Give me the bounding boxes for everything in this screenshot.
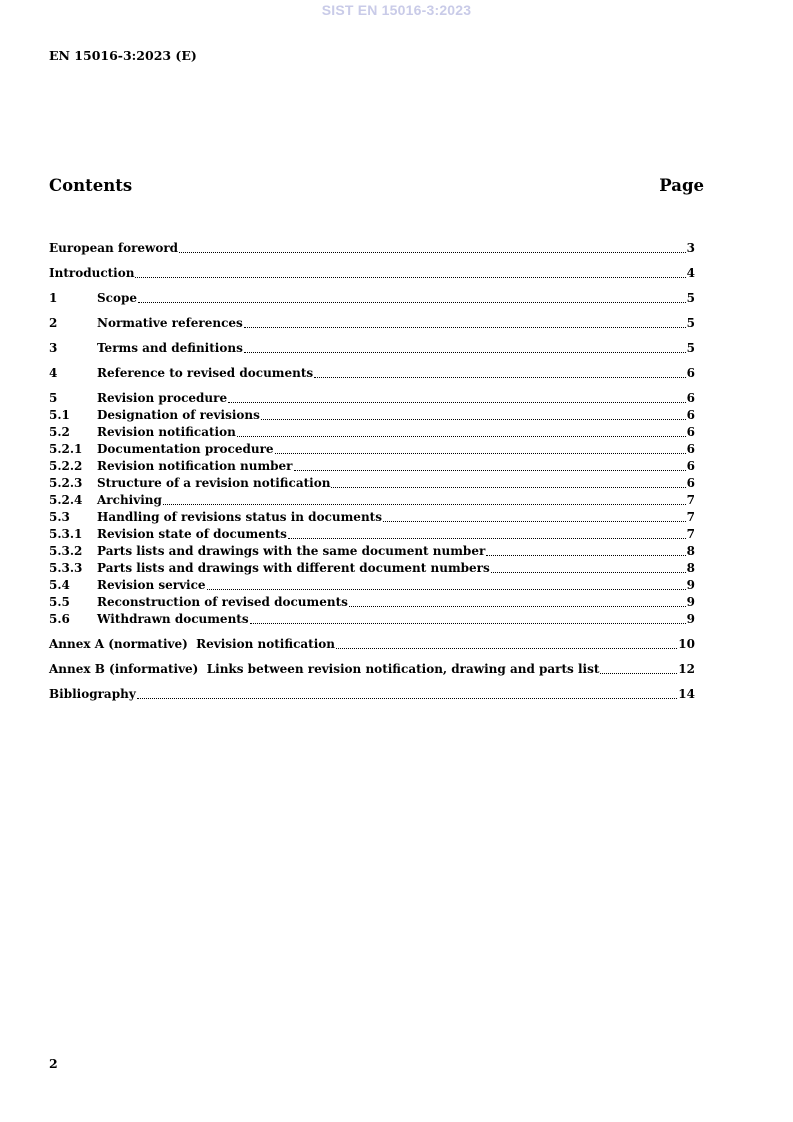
toc-entry-number: 2 — [49, 316, 58, 330]
contents-title: Contents — [49, 176, 133, 195]
toc-entry-title: Handling of revisions status in documents — [97, 510, 382, 524]
toc-entry-title: Parts lists and drawings with different document numbers — [97, 561, 490, 575]
toc-entry-number: 5.1 — [49, 408, 70, 422]
toc-entry-page: 6 — [686, 459, 695, 473]
page-number: 2 — [49, 1056, 58, 1071]
toc-entry-number: 5 — [49, 391, 58, 405]
toc-entry-page: 3 — [686, 241, 695, 255]
toc-entry-title: Normative references — [97, 316, 243, 330]
toc-entry-number: 5.2.3 — [49, 476, 83, 490]
toc-entry-page: 6 — [686, 366, 695, 380]
toc-entry[interactable] — [49, 661, 695, 678]
toc-entry-title: Documentation procedure — [97, 442, 274, 456]
toc-entry-title: Reference to revised documents — [97, 366, 314, 380]
toc-leader — [137, 698, 678, 699]
toc-entry-page: 7 — [686, 527, 695, 541]
toc-entry[interactable] — [49, 594, 695, 611]
toc-entry-page: 8 — [686, 544, 695, 558]
toc-leader — [383, 521, 686, 522]
toc-entry-page: 6 — [686, 476, 695, 490]
toc-entry-page: 7 — [686, 510, 695, 524]
toc-entry[interactable] — [49, 315, 695, 332]
toc-entry[interactable] — [49, 424, 695, 441]
toc-entry-title: Bibliography — [49, 687, 136, 701]
toc-leader — [314, 377, 685, 378]
toc-entry-number: 5.3.3 — [49, 561, 83, 575]
toc-entry-title: Parts lists and drawings with the same document number — [97, 544, 486, 558]
toc-entry-number: 5.3 — [49, 510, 70, 524]
toc-leader — [275, 453, 686, 454]
toc-entry-page: 6 — [686, 391, 695, 405]
toc-leader — [179, 252, 686, 253]
toc-leader — [228, 402, 686, 403]
toc-entry-page: 7 — [686, 493, 695, 507]
toc-entry-title: Revision notification number — [97, 459, 293, 473]
toc-entry-title: Scope — [97, 291, 138, 305]
toc-entry-title: Withdrawn documents — [97, 612, 249, 626]
toc-entry[interactable] — [49, 526, 695, 543]
toc-entry-title: Revision procedure — [97, 391, 228, 405]
page-column-label: Page — [659, 176, 704, 195]
toc-entry-number: 5.3.2 — [49, 544, 83, 558]
toc-entry[interactable] — [49, 290, 695, 307]
toc-entry-title: European foreword — [49, 241, 179, 255]
toc-entry-number: 5.5 — [49, 595, 70, 609]
toc-leader — [163, 504, 686, 505]
toc-entry[interactable] — [49, 475, 695, 492]
toc-entry-title: Reconstruction of revised documents — [97, 595, 348, 609]
toc-leader — [336, 648, 677, 649]
toc-entry-title: Annex B (informative) Links between revision notification, drawing and parts list — [49, 662, 600, 676]
toc-leader — [491, 572, 686, 573]
toc-entry[interactable] — [49, 407, 695, 424]
toc-leader — [250, 623, 686, 624]
toc-entry[interactable] — [49, 509, 695, 526]
toc-entry-page: 10 — [678, 637, 695, 651]
toc-leader — [207, 589, 686, 590]
toc-entry-number: 1 — [49, 291, 58, 305]
toc-entry-page: 9 — [686, 595, 695, 609]
toc-entry-title: Designation of revisions — [97, 408, 260, 422]
toc-entry-number: 5.2.2 — [49, 459, 83, 473]
toc-entry-page: 9 — [686, 612, 695, 626]
toc-entry[interactable] — [49, 577, 695, 594]
toc-entry-page: 5 — [686, 341, 695, 355]
toc-entry[interactable] — [49, 441, 695, 458]
toc-leader — [331, 487, 685, 488]
toc-entry-title: Revision service — [97, 578, 206, 592]
toc-leader — [138, 302, 686, 303]
document-id: EN 15016-3:2023 (E) — [49, 48, 197, 63]
toc-entry[interactable] — [49, 340, 695, 357]
toc-entry-page: 5 — [686, 316, 695, 330]
toc-entry-number: 5.4 — [49, 578, 70, 592]
toc-entry[interactable] — [49, 543, 695, 560]
toc-entry[interactable] — [49, 390, 695, 407]
toc-entry-number: 5.2 — [49, 425, 70, 439]
toc-entry-page: 14 — [678, 687, 695, 701]
toc-entry-page: 6 — [686, 442, 695, 456]
toc-entry[interactable] — [49, 560, 695, 577]
toc-entry-page: 6 — [686, 408, 695, 422]
toc-entry-number: 5.2.1 — [49, 442, 83, 456]
toc-leader — [244, 327, 686, 328]
watermark: SIST EN 15016-3:2023 — [321, 2, 472, 18]
toc-entry[interactable] — [49, 636, 695, 653]
toc-leader — [288, 538, 686, 539]
toc-entry-page: 4 — [686, 266, 695, 280]
toc-entry-title: Archiving — [97, 493, 162, 507]
toc-entry-title: Introduction — [49, 266, 135, 280]
toc-leader — [486, 555, 685, 556]
toc-entry[interactable] — [49, 365, 695, 382]
toc-leader — [244, 352, 686, 353]
toc-entry[interactable] — [49, 240, 695, 257]
toc-entry-page: 5 — [686, 291, 695, 305]
toc-entry-page: 8 — [686, 561, 695, 575]
toc-leader — [294, 470, 686, 471]
toc-entry-number: 3 — [49, 341, 58, 355]
toc-entry-number: 4 — [49, 366, 58, 380]
toc-entry[interactable] — [49, 611, 695, 628]
toc-entry-number: 5.2.4 — [49, 493, 83, 507]
toc-entry[interactable] — [49, 686, 695, 703]
toc-entry[interactable] — [49, 458, 695, 475]
toc-entry-page: 6 — [686, 425, 695, 439]
toc-entry[interactable] — [49, 265, 695, 282]
toc-leader — [349, 606, 686, 607]
toc-entry-page: 12 — [678, 662, 695, 676]
table-of-contents — [49, 240, 695, 703]
toc-entry-title: Structure of a revision notification — [97, 476, 331, 490]
toc-entry-title: Revision notification — [97, 425, 236, 439]
toc-entry-title: Annex A (normative) Revision notification — [49, 637, 335, 651]
toc-entry-number: 5.6 — [49, 612, 70, 626]
toc-entry-title: Terms and definitions — [97, 341, 243, 355]
toc-leader — [135, 277, 685, 278]
toc-leader — [237, 436, 686, 437]
toc-entry[interactable] — [49, 492, 695, 509]
toc-leader — [600, 673, 677, 674]
contents-header — [49, 176, 704, 195]
toc-leader — [261, 419, 686, 420]
toc-entry-number: 5.3.1 — [49, 527, 83, 541]
toc-entry-title: Revision state of documents — [97, 527, 287, 541]
toc-entry-page: 9 — [686, 578, 695, 592]
